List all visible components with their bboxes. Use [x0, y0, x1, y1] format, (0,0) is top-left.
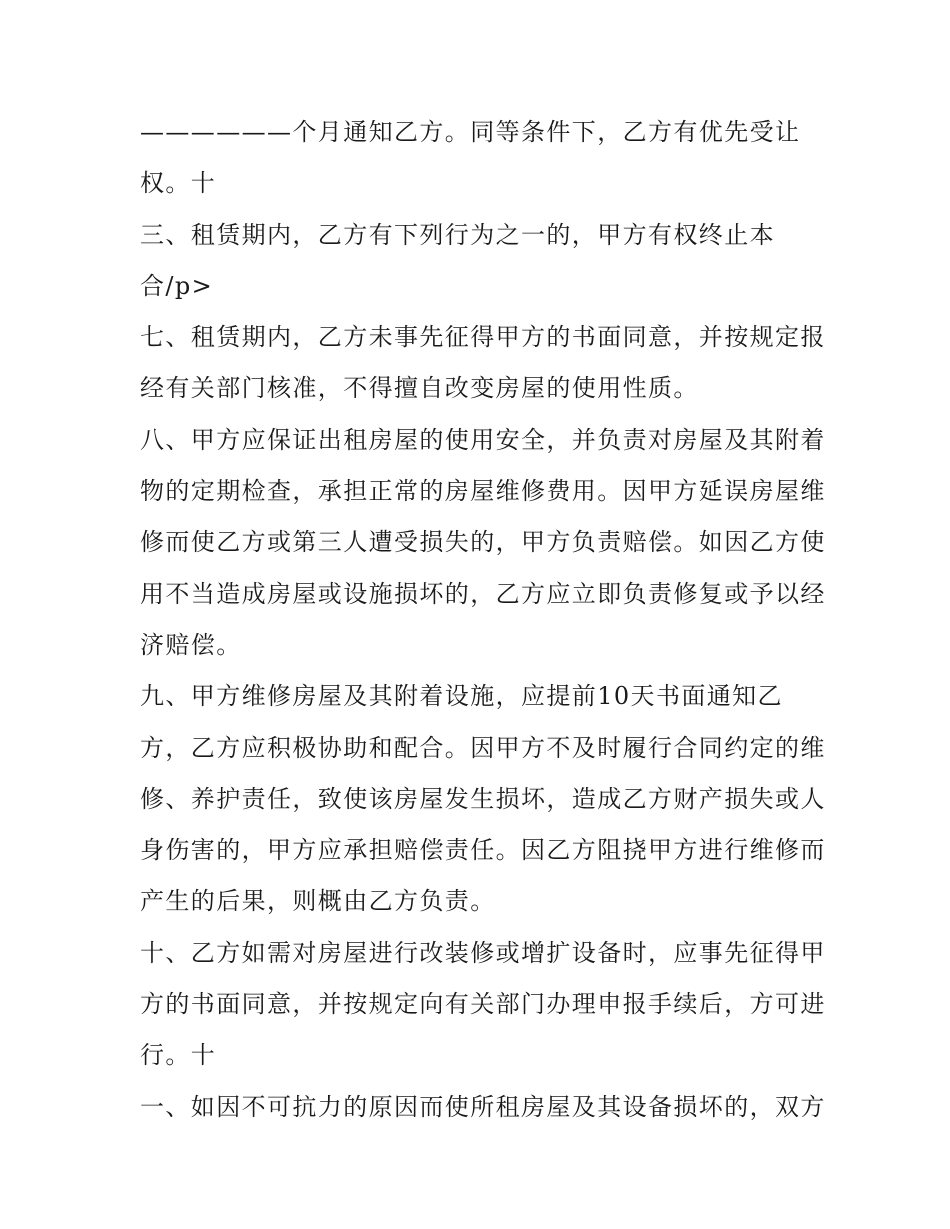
text-line: 用不当造成房屋或设施损坏的，乙方应立即负责修复或予以经: [140, 579, 826, 608]
text-line: 八、甲方应保证出租房屋的使用安全，并负责对房屋及其附着: [140, 425, 826, 454]
text-line: 济赔偿。: [140, 630, 242, 659]
text-line: 一、如因不可抗力的原因而使所租房屋及其设备损坏的，双方: [140, 1092, 826, 1121]
text-line: 行。十: [140, 1041, 217, 1070]
text-line: ——————个月通知乙方。同等条件下，乙方有优先受让: [140, 118, 801, 146]
text-line: 十、乙方如需对房屋进行改装修或增扩设备时，应事先征得甲: [140, 938, 826, 967]
text-line: 九、甲方维修房屋及其附着设施，应提前10天书面通知乙: [140, 682, 783, 711]
text-line: 方的书面同意，并按规定向有关部门办理申报手续后，方可进: [140, 990, 826, 1019]
text-line: 合/p>: [140, 271, 214, 300]
text-line: 修、养护责任，致使该房屋发生损坏，造成乙方财产损失或人: [140, 784, 826, 813]
text-line: 经有关部门核准，不得擅自改变房屋的使用性质。: [140, 374, 699, 403]
text-line: 物的定期检查，承担正常的房屋维修费用。因甲方延误房屋维: [140, 477, 826, 506]
text-line: 身伤害的，甲方应承担赔偿责任。因乙方阻挠甲方进行维修而: [140, 836, 826, 865]
text-line: 权。十: [140, 169, 217, 198]
text-line: 修而使乙方或第三人遭受损失的，甲方负责赔偿。如因乙方使: [140, 528, 826, 557]
text-line: 三、租赁期内，乙方有下列行为之一的，甲方有权终止本: [140, 220, 775, 249]
document-body: [140, 107, 830, 1133]
text-line: 产生的后果，则概由乙方负责。: [140, 887, 496, 916]
text-line: 方，乙方应积极协助和配合。因甲方不及时履行合同约定的维: [140, 733, 826, 762]
text-line: 七、租赁期内，乙方未事先征得甲方的书面同意，并按规定报: [140, 323, 826, 352]
